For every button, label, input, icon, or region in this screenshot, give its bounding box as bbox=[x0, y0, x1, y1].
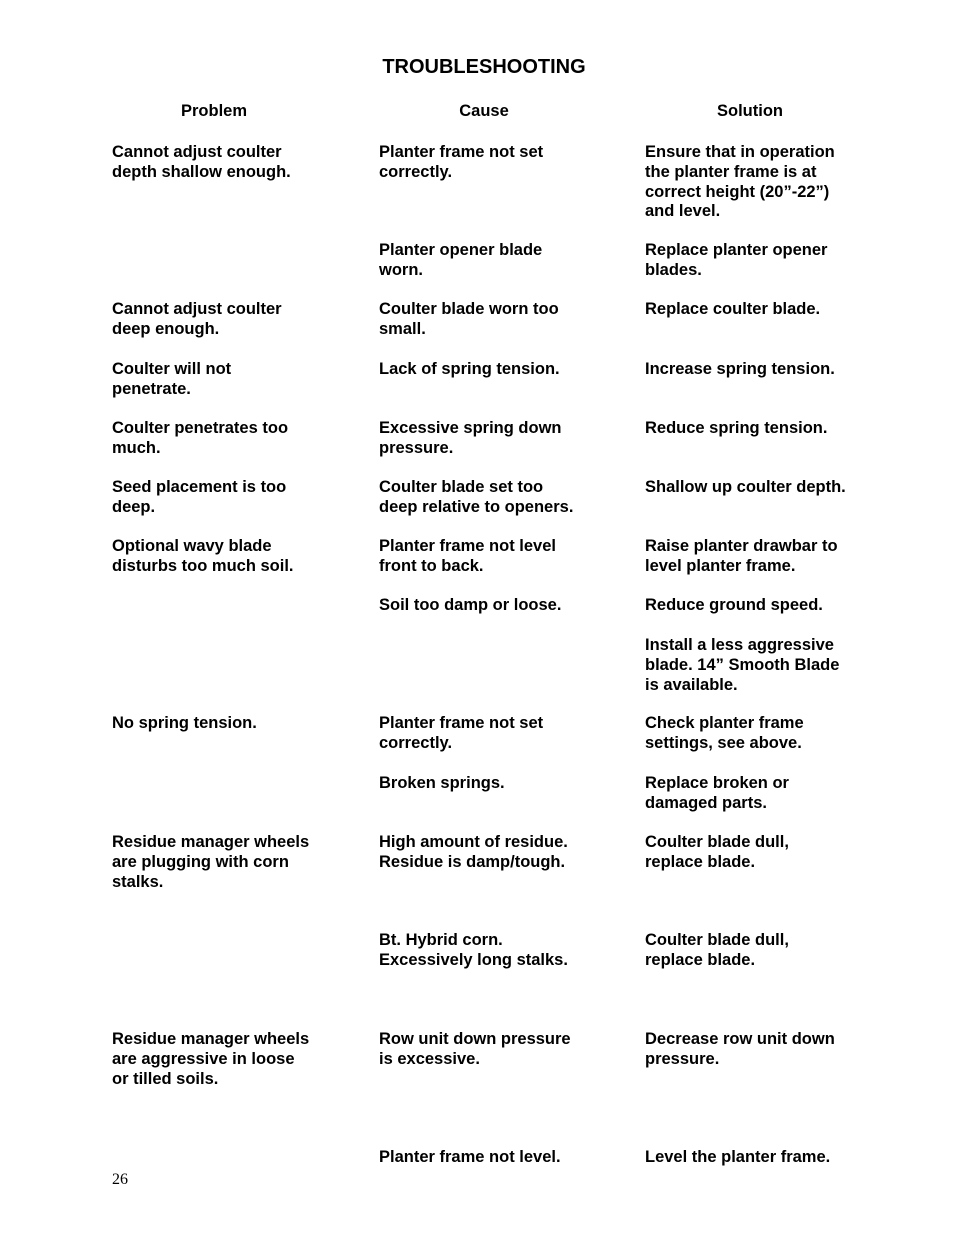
page-number: 26 bbox=[112, 1171, 128, 1188]
solution-cell: Coulter blade dull, replace blade. bbox=[645, 931, 789, 969]
problem-cell: Cannot adjust coulter depth shallow enough. bbox=[112, 143, 291, 181]
problem-cell: Cannot adjust coulter deep enough. bbox=[112, 300, 282, 338]
solution-cell: Increase spring tension. bbox=[645, 360, 835, 378]
solution-cell: Level the planter frame. bbox=[645, 1148, 831, 1166]
page-title: TROUBLESHOOTING bbox=[382, 56, 586, 78]
header-problem: Problem bbox=[180, 102, 248, 120]
cause-cell: Planter frame not set correctly. bbox=[379, 714, 544, 752]
solution-cell: Ensure that in operation the planter frame is at correct height (20”-22”) and level. bbox=[645, 143, 835, 221]
cause-cell: Lack of spring tension. bbox=[379, 360, 560, 378]
cause-cell: Broken springs. bbox=[379, 774, 505, 792]
solution-cell: Decrease row unit down pressure. bbox=[645, 1030, 835, 1068]
cause-cell: Planter frame not level front to back. bbox=[379, 537, 556, 575]
cause-cell: Soil too damp or loose. bbox=[379, 596, 562, 614]
header-cause: Cause bbox=[459, 102, 509, 120]
cause-cell: Planter frame not set correctly. bbox=[379, 143, 544, 181]
solution-cell: Replace planter opener blades. bbox=[645, 241, 828, 279]
cause-cell: High amount of residue. Residue is damp/tough. bbox=[379, 833, 568, 871]
solution-cell: Replace broken or damaged parts. bbox=[645, 774, 789, 812]
solution-cell: Shallow up coulter depth. bbox=[645, 478, 846, 496]
problem-cell: Seed placement is too deep. bbox=[112, 478, 287, 516]
solution-cell: Reduce spring tension. bbox=[645, 419, 828, 437]
problem-cell: Coulter will not penetrate. bbox=[112, 360, 232, 398]
cause-cell: Bt. Hybrid corn. Excessively long stalks. bbox=[379, 931, 568, 969]
solution-cell: Raise planter drawbar to level planter frame. bbox=[645, 537, 838, 575]
cause-cell: Row unit down pressure is excessive. bbox=[379, 1030, 571, 1068]
solution-cell: Install a less aggressive blade. 14” Smooth Blade is available. bbox=[645, 636, 840, 694]
solution-cell: Check planter frame settings, see above. bbox=[645, 714, 804, 752]
solution-cell: Replace coulter blade. bbox=[645, 300, 821, 318]
problem-cell: No spring tension. bbox=[112, 714, 257, 732]
cause-cell: Planter frame not level. bbox=[379, 1148, 561, 1166]
problem-cell: Coulter penetrates too much. bbox=[112, 419, 289, 457]
header-solution: Solution bbox=[717, 102, 783, 120]
solution-cell: Reduce ground speed. bbox=[645, 596, 823, 614]
problem-cell: Residue manager wheels are plugging with corn stalks. bbox=[112, 833, 310, 891]
cause-cell: Planter opener blade worn. bbox=[379, 241, 543, 279]
problem-cell: Optional wavy blade disturbs too much soil. bbox=[112, 537, 294, 575]
cause-cell: Excessive spring down pressure. bbox=[379, 419, 562, 457]
solution-cell: Coulter blade dull, replace blade. bbox=[645, 833, 789, 871]
cause-cell: Coulter blade set too deep relative to openers. bbox=[379, 478, 574, 516]
cause-cell: Coulter blade worn too small. bbox=[379, 300, 559, 338]
problem-cell: Residue manager wheels are aggressive in loose or tilled soils. bbox=[112, 1030, 310, 1088]
